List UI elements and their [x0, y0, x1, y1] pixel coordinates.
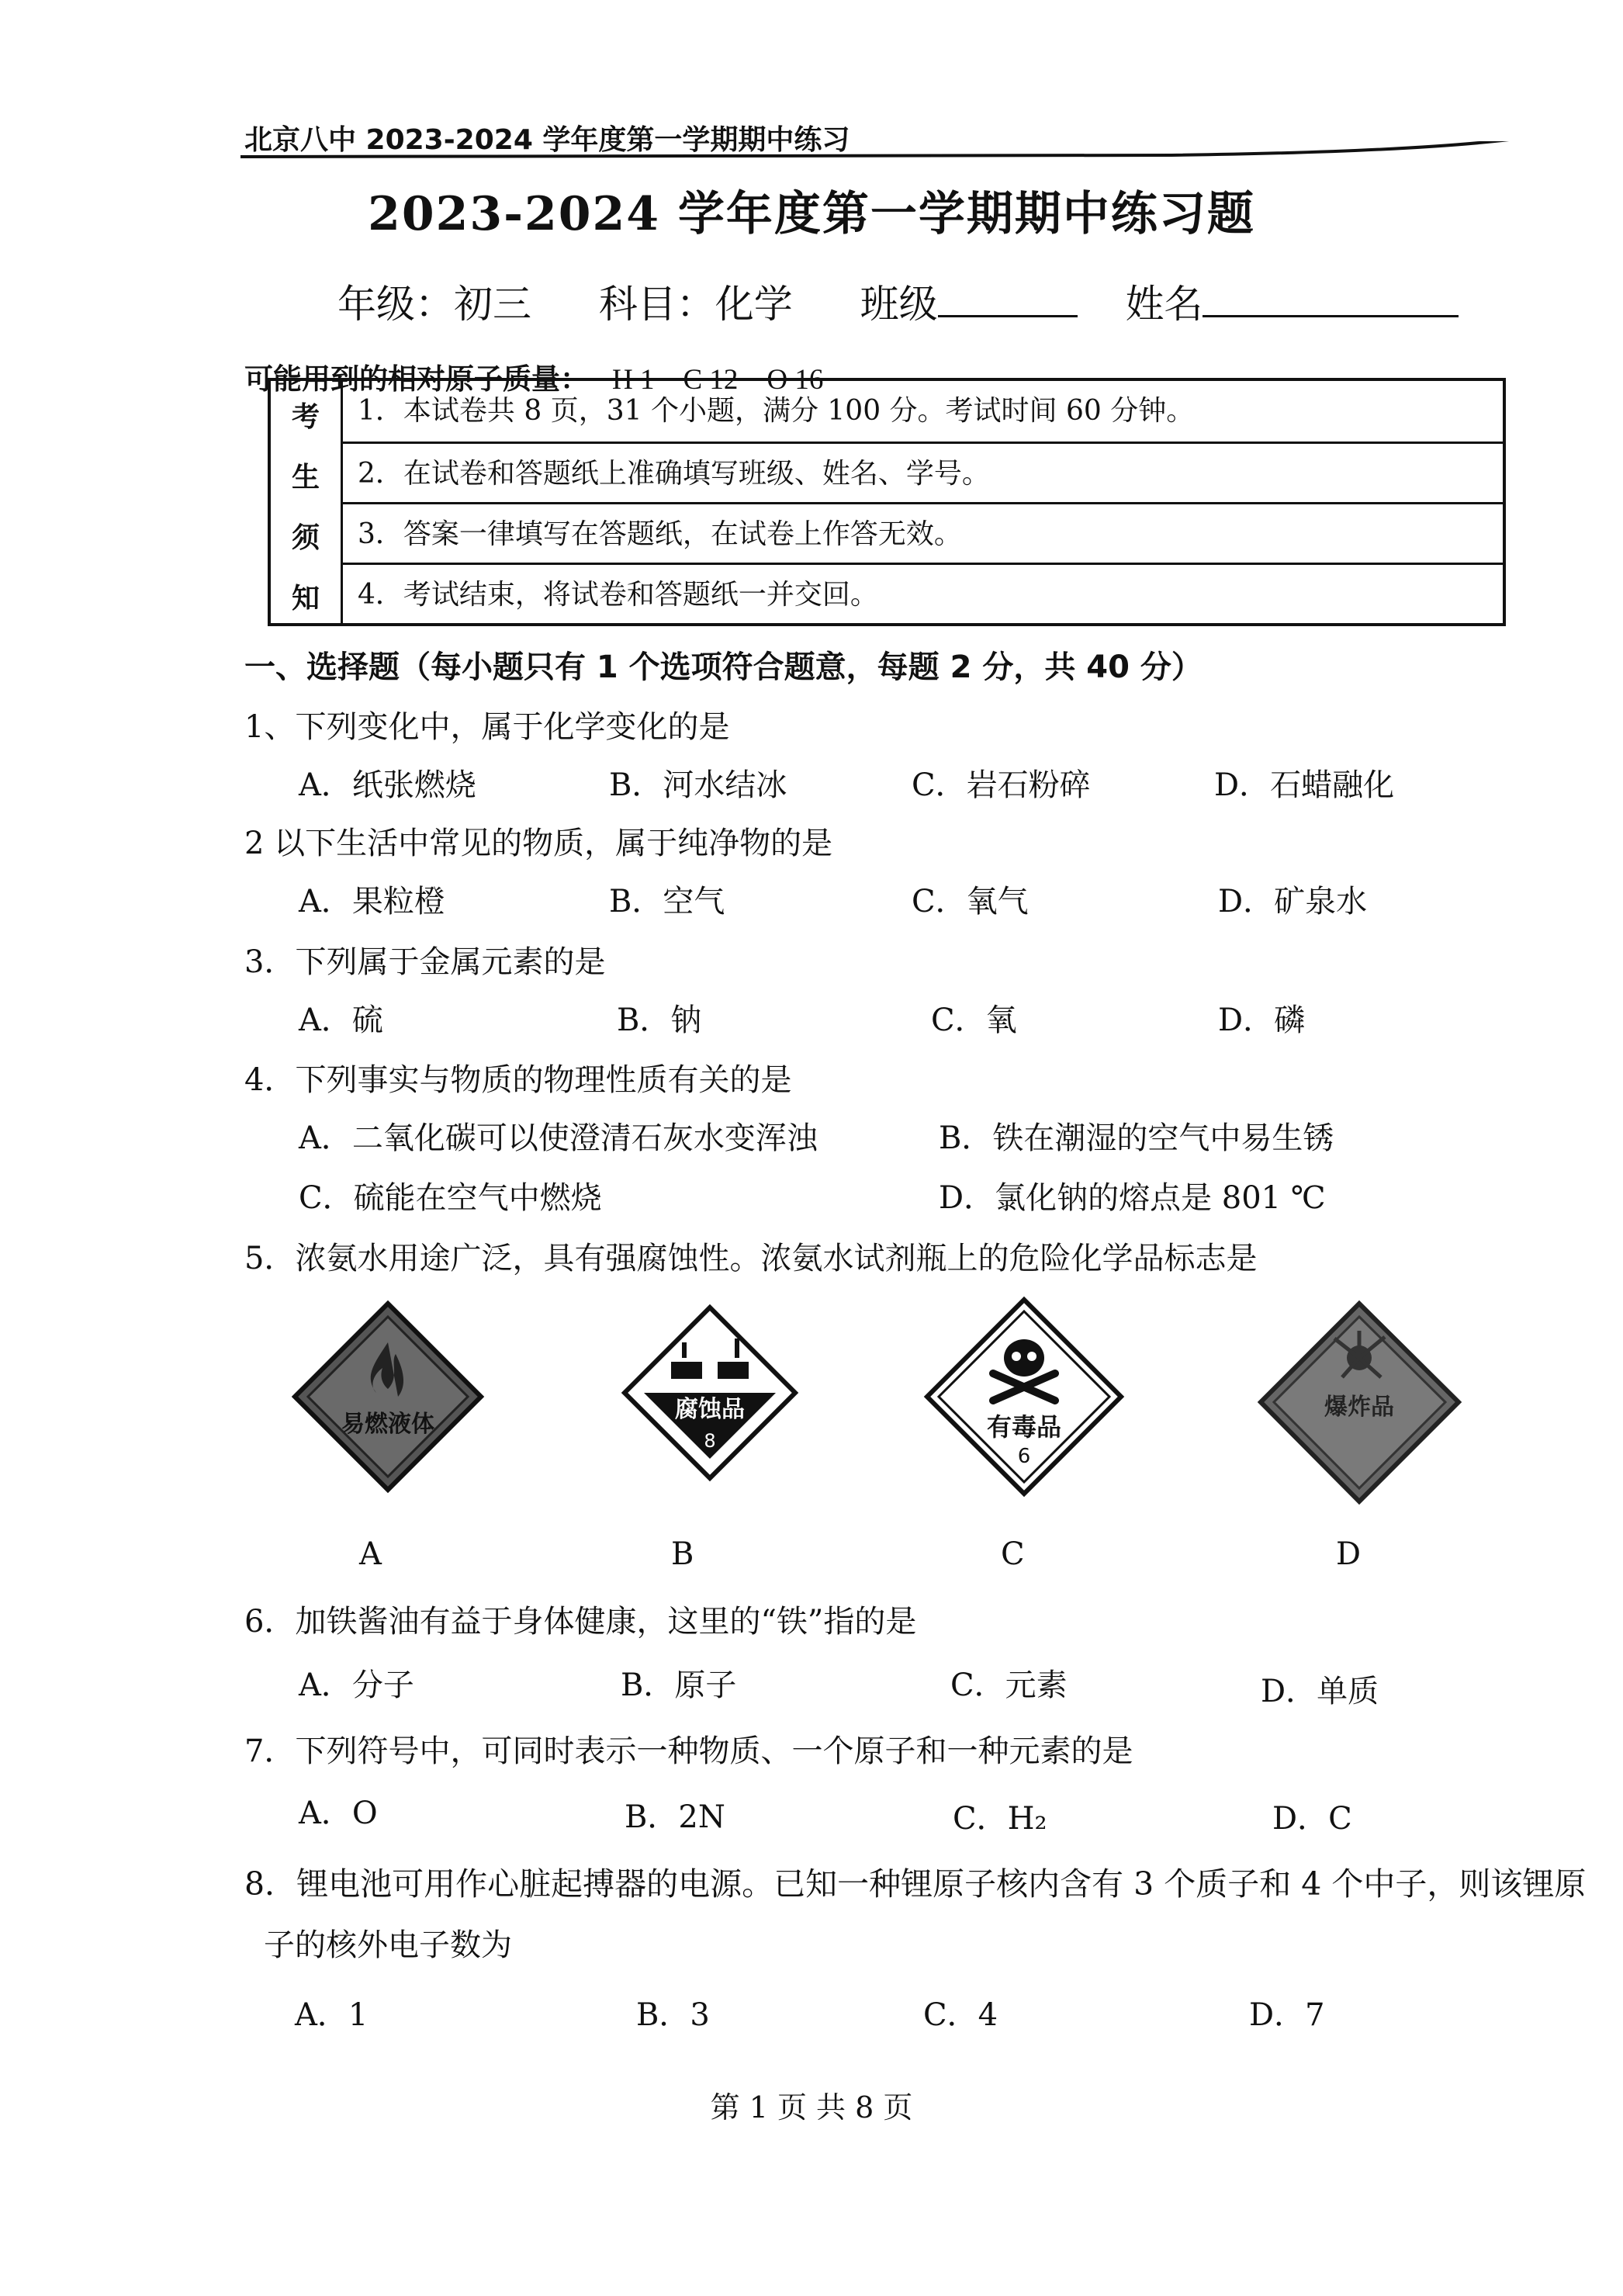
name-label: 姓名: [1125, 282, 1203, 327]
option-d[interactable]: D．单质: [1261, 1674, 1379, 1709]
page-title: 2023-2024 学年度第一学期期中练习题: [368, 187, 1255, 241]
sign-label: 腐蚀品: [675, 1396, 745, 1423]
atomic-mass-label: 可能用到的相对原子质量：: [244, 362, 589, 396]
option-d[interactable]: D．氯化钠的熔点是 801 ℃: [939, 1180, 1326, 1216]
option-a[interactable]: A．二氧化碳可以使澄清石灰水变浑浊: [299, 1120, 818, 1156]
sign-label: 爆炸品: [1324, 1394, 1394, 1421]
corrosive-sign[interactable]: [621, 1304, 799, 1482]
option-a[interactable]: A．果粒橙: [299, 884, 445, 919]
subject-label: 科目：化学: [598, 282, 793, 327]
sign-option-label: A: [359, 1536, 382, 1572]
grade-label: 年级：初三: [337, 282, 531, 327]
option-b[interactable]: B．原子: [621, 1667, 737, 1703]
notice-side-char: 考: [291, 400, 320, 433]
question-stem: 1、下列变化中，属于化学变化的是: [244, 709, 730, 745]
page-footer: 第 1 页 共 8 页: [710, 2090, 913, 2125]
notice-side-char: 须: [291, 521, 320, 554]
sign-option-label: B: [671, 1536, 694, 1572]
exam-notice-box: [268, 378, 1506, 626]
class-label: 班级: [860, 282, 938, 327]
question-stem: 7．下列符号中，可同时表示一种物质、一个原子和一种元素的是: [244, 1733, 1133, 1769]
option-b[interactable]: B．河水结冰: [609, 767, 787, 803]
student-info: [337, 273, 1459, 329]
sign-label: 有毒品: [986, 1412, 1062, 1442]
option-b[interactable]: B．空气: [609, 884, 725, 919]
sign-class-number: 6: [1017, 1445, 1031, 1468]
flammable-liquid-sign[interactable]: [291, 1300, 485, 1494]
question-stem: 2 以下生活中常见的物质，属于纯净物的是: [244, 826, 833, 861]
option-a[interactable]: A．1: [295, 1997, 369, 2033]
option-b[interactable]: B．3: [636, 1997, 710, 2033]
option-a[interactable]: A．分子: [299, 1667, 414, 1703]
atomic-mass-values: H 1 C 12 O 16: [612, 364, 824, 396]
option-c[interactable]: C．氧: [931, 1003, 1017, 1038]
question-stem: 8．锂电池可用作心脏起搏器的电源。已知一种锂原子核内含有 3 个质子和 4 个中子，则该锂原: [244, 1865, 1587, 1903]
option-d[interactable]: D．磷: [1218, 1003, 1306, 1038]
option-d[interactable]: D．石蜡融化: [1214, 767, 1395, 803]
option-c[interactable]: C．元素: [950, 1667, 1068, 1703]
toxic-sign[interactable]: [923, 1296, 1125, 1498]
name-field[interactable]: [1203, 282, 1459, 317]
question-stem-continued: 子的核外电子数为: [264, 1927, 512, 1963]
question-stem: 3．下列属于金属元素的是: [244, 944, 606, 980]
option-c[interactable]: C．氧气: [912, 884, 1029, 919]
option-a[interactable]: A．O: [299, 1796, 378, 1831]
notice-side-char: 生: [291, 461, 320, 493]
option-c[interactable]: C．硫能在空气中燃烧: [299, 1180, 602, 1216]
section-heading: 一、选择题（每小题只有 1 个选项符合题意，每题 2 分，共 40 分）: [244, 649, 1203, 685]
class-field[interactable]: [938, 282, 1078, 317]
option-d[interactable]: D．7: [1249, 1997, 1325, 2033]
question-stem: 5．浓氨水用途广泛，具有强腐蚀性。浓氨水试剂瓶上的危险化学品标志是: [244, 1241, 1258, 1276]
option-a[interactable]: A．纸张燃烧: [299, 767, 476, 803]
question-stem: 4．下列事实与物质的物理性质有关的是: [244, 1062, 792, 1098]
option-b[interactable]: B．铁在潮湿的空气中易生锈: [939, 1120, 1334, 1156]
option-a[interactable]: A．硫: [299, 1003, 383, 1038]
sign-option-label: D: [1336, 1536, 1362, 1572]
notice-item: 1．本试卷共 8 页，31 个小题，满分 100 分。考试时间 60 分钟。: [358, 395, 1195, 427]
option-b[interactable]: B．2N: [625, 1799, 725, 1835]
option-b[interactable]: B．钠: [617, 1003, 702, 1038]
notice-item: 4．考试结束，将试卷和答题纸一并交回。: [341, 563, 1503, 623]
explosive-sign[interactable]: [1257, 1300, 1462, 1505]
header-rule: [241, 141, 1513, 164]
option-d[interactable]: D．C: [1272, 1801, 1352, 1837]
option-d[interactable]: D．矿泉水: [1218, 884, 1368, 919]
option-c[interactable]: C．岩石粉碎: [912, 767, 1091, 803]
option-c[interactable]: C．H₂: [953, 1801, 1047, 1837]
option-c[interactable]: C．4: [923, 1997, 998, 2033]
sign-label: 易燃液体: [341, 1411, 434, 1438]
notice-item: 3．答案一律填写在答题纸，在试卷上作答无效。: [341, 502, 1503, 563]
header-text: 北京八中 2023-2024 学年度第一学期期中练习: [244, 124, 850, 156]
notice-side-char: 知: [291, 582, 320, 615]
sign-option-label: C: [1001, 1536, 1025, 1572]
sign-class-number: 8: [704, 1430, 716, 1452]
notice-side-label: [271, 381, 343, 623]
question-stem: 6．加铁酱油有益于身体健康，这里的“铁”指的是: [244, 1604, 917, 1640]
notice-item: 2．在试卷和答题纸上准确填写班级、姓名、学号。: [341, 442, 1503, 502]
